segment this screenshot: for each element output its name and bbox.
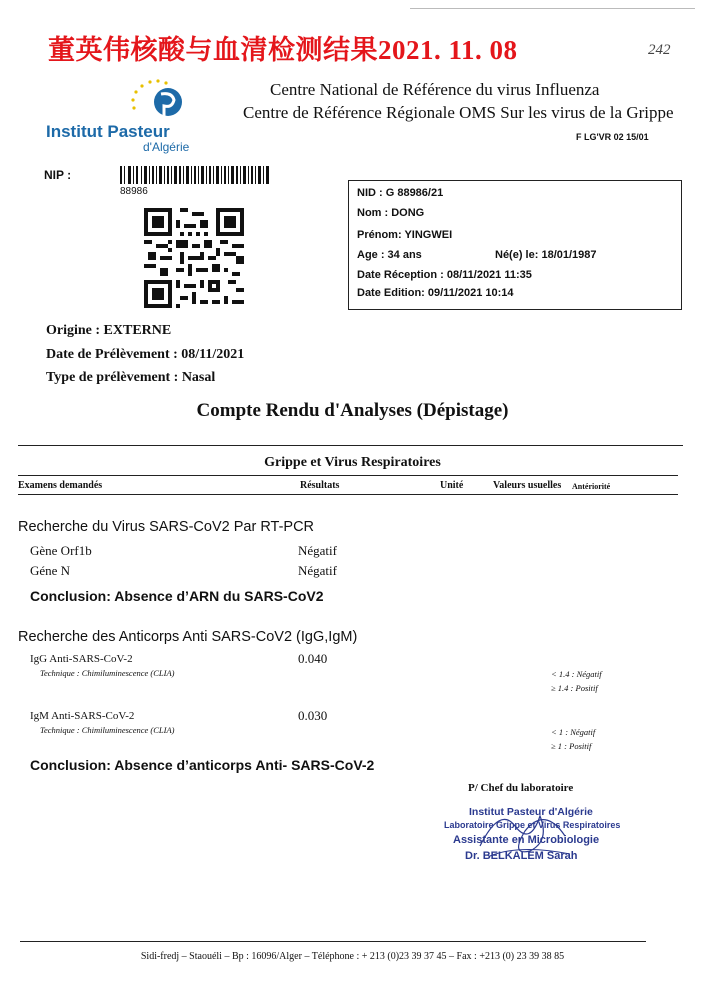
footer-rule xyxy=(20,941,646,942)
centre-regional-line: Centre de Référence Régionale OMS Sur les virus de la Grippe xyxy=(243,103,674,122)
origine-field: Origine : EXTERNE xyxy=(46,323,172,338)
pcr-item-orf1b-name: Gène Orf1b xyxy=(30,543,92,558)
igg-ref-positive: ≥ 1.4 : Positif xyxy=(551,683,598,693)
col-header-anteriorite: Antériorité xyxy=(572,482,611,491)
igg-technique: Technique : Chimiluminescence (CLIA) xyxy=(40,668,175,678)
section-top-rule xyxy=(18,445,683,446)
handwritten-title: 董英伟核酸与血清检测结果2021. 11. 08 xyxy=(48,35,518,65)
igm-name: IgM Anti-SARS-CoV-2 xyxy=(30,710,135,722)
patient-info-box xyxy=(348,180,682,310)
date-edition-field: Date Edition: 09/11/2021 10:14 xyxy=(357,287,514,299)
pcr-item-n-result: Négatif xyxy=(298,563,337,578)
nip-label: NIP : xyxy=(44,168,72,182)
pcr-conclusion: Conclusion: Absence d’ARN du SARS-CoV2 xyxy=(30,588,324,604)
centre-national-line: Centre National de Référence du virus Influenza xyxy=(270,80,600,99)
section-title: Grippe et Virus Respiratoires xyxy=(264,455,441,470)
pcr-heading: Recherche du Virus SARS-CoV2 Par RT-PCR xyxy=(18,519,315,535)
stamp-line-laboratoire: Laboratoire Grippe et Virus Respiratoires xyxy=(444,820,621,830)
nom-field: Nom : DONG xyxy=(357,207,425,219)
date-reception-field: Date Réception : 08/11/2021 11:35 xyxy=(357,269,532,281)
age-field: Age : 34 ans xyxy=(357,249,422,261)
signature-label: P/ Chef du laboratoire xyxy=(468,782,574,794)
logo-subtitle: d'Algérie xyxy=(143,140,190,154)
nid-field: NID : G 88986/21 xyxy=(357,187,444,199)
logo-name: Institut Pasteur xyxy=(46,122,170,141)
type-prelevement-field: Type de prélèvement : Nasal xyxy=(46,370,216,385)
date-prelevement-field: Date de Prélèvement : 08/11/2021 xyxy=(46,347,245,362)
igg-name: IgG Anti-SARS-CoV-2 xyxy=(30,653,133,665)
barcode-icon xyxy=(120,166,270,184)
section-bottom-rule xyxy=(18,475,678,476)
antibody-conclusion: Conclusion: Absence d’anticorps Anti- SARS-CoV-2 xyxy=(30,757,375,773)
dob-field: Né(e) le: 18/01/1987 xyxy=(495,249,597,261)
pcr-item-n-name: Géne N xyxy=(30,563,71,578)
report-title: Compte Rendu d'Analyses (Dépistage) xyxy=(196,400,509,421)
igm-result: 0.030 xyxy=(298,708,328,723)
igm-ref-negative: < 1 : Négatif xyxy=(551,727,596,737)
prenom-field: Prénom: YINGWEI xyxy=(357,229,453,241)
handwritten-page-number: 242 xyxy=(648,42,671,58)
col-header-resultats: Résultats xyxy=(300,480,340,491)
qr-code-icon xyxy=(144,208,244,308)
stamp-line-assistante: Assistante en Microbiologie xyxy=(453,834,600,846)
barcode-number: 88986 xyxy=(120,186,148,197)
pcr-item-orf1b-result: Négatif xyxy=(298,543,337,558)
antibody-heading: Recherche des Anticorps Anti SARS-CoV2 (IgG,IgM) xyxy=(18,629,358,645)
stamp-line-doctor: Dr. BELKALEM Sarah xyxy=(465,850,578,862)
stamp-line-institut: Institut Pasteur d'Algérie xyxy=(469,806,593,818)
footer-address: Sidi-fredj – Staouéli – Bp : 16096/Alger – Téléphone : + 213 (0)23 39 37 45 – Fax : +213 (0) 23 39 38 85 xyxy=(140,951,565,962)
igm-technique: Technique : Chimiluminescence (CLIA) xyxy=(40,725,175,735)
top-edge-line xyxy=(410,8,695,9)
institut-pasteur-logo-icon xyxy=(128,78,188,124)
igm-ref-positive: ≥ 1 : Positif xyxy=(551,741,592,751)
col-header-valeurs: Valeurs usuelles xyxy=(493,480,562,491)
igg-ref-negative: < 1.4 : Négatif xyxy=(551,669,602,679)
igg-result: 0.040 xyxy=(298,651,328,666)
col-header-examens: Examens demandés xyxy=(18,480,103,491)
header-bottom-rule xyxy=(18,494,678,495)
handwritten-signature-icon xyxy=(470,796,580,866)
form-code: F LG'VR 02 15/01 xyxy=(576,132,649,142)
col-header-unite: Unité xyxy=(440,480,464,491)
